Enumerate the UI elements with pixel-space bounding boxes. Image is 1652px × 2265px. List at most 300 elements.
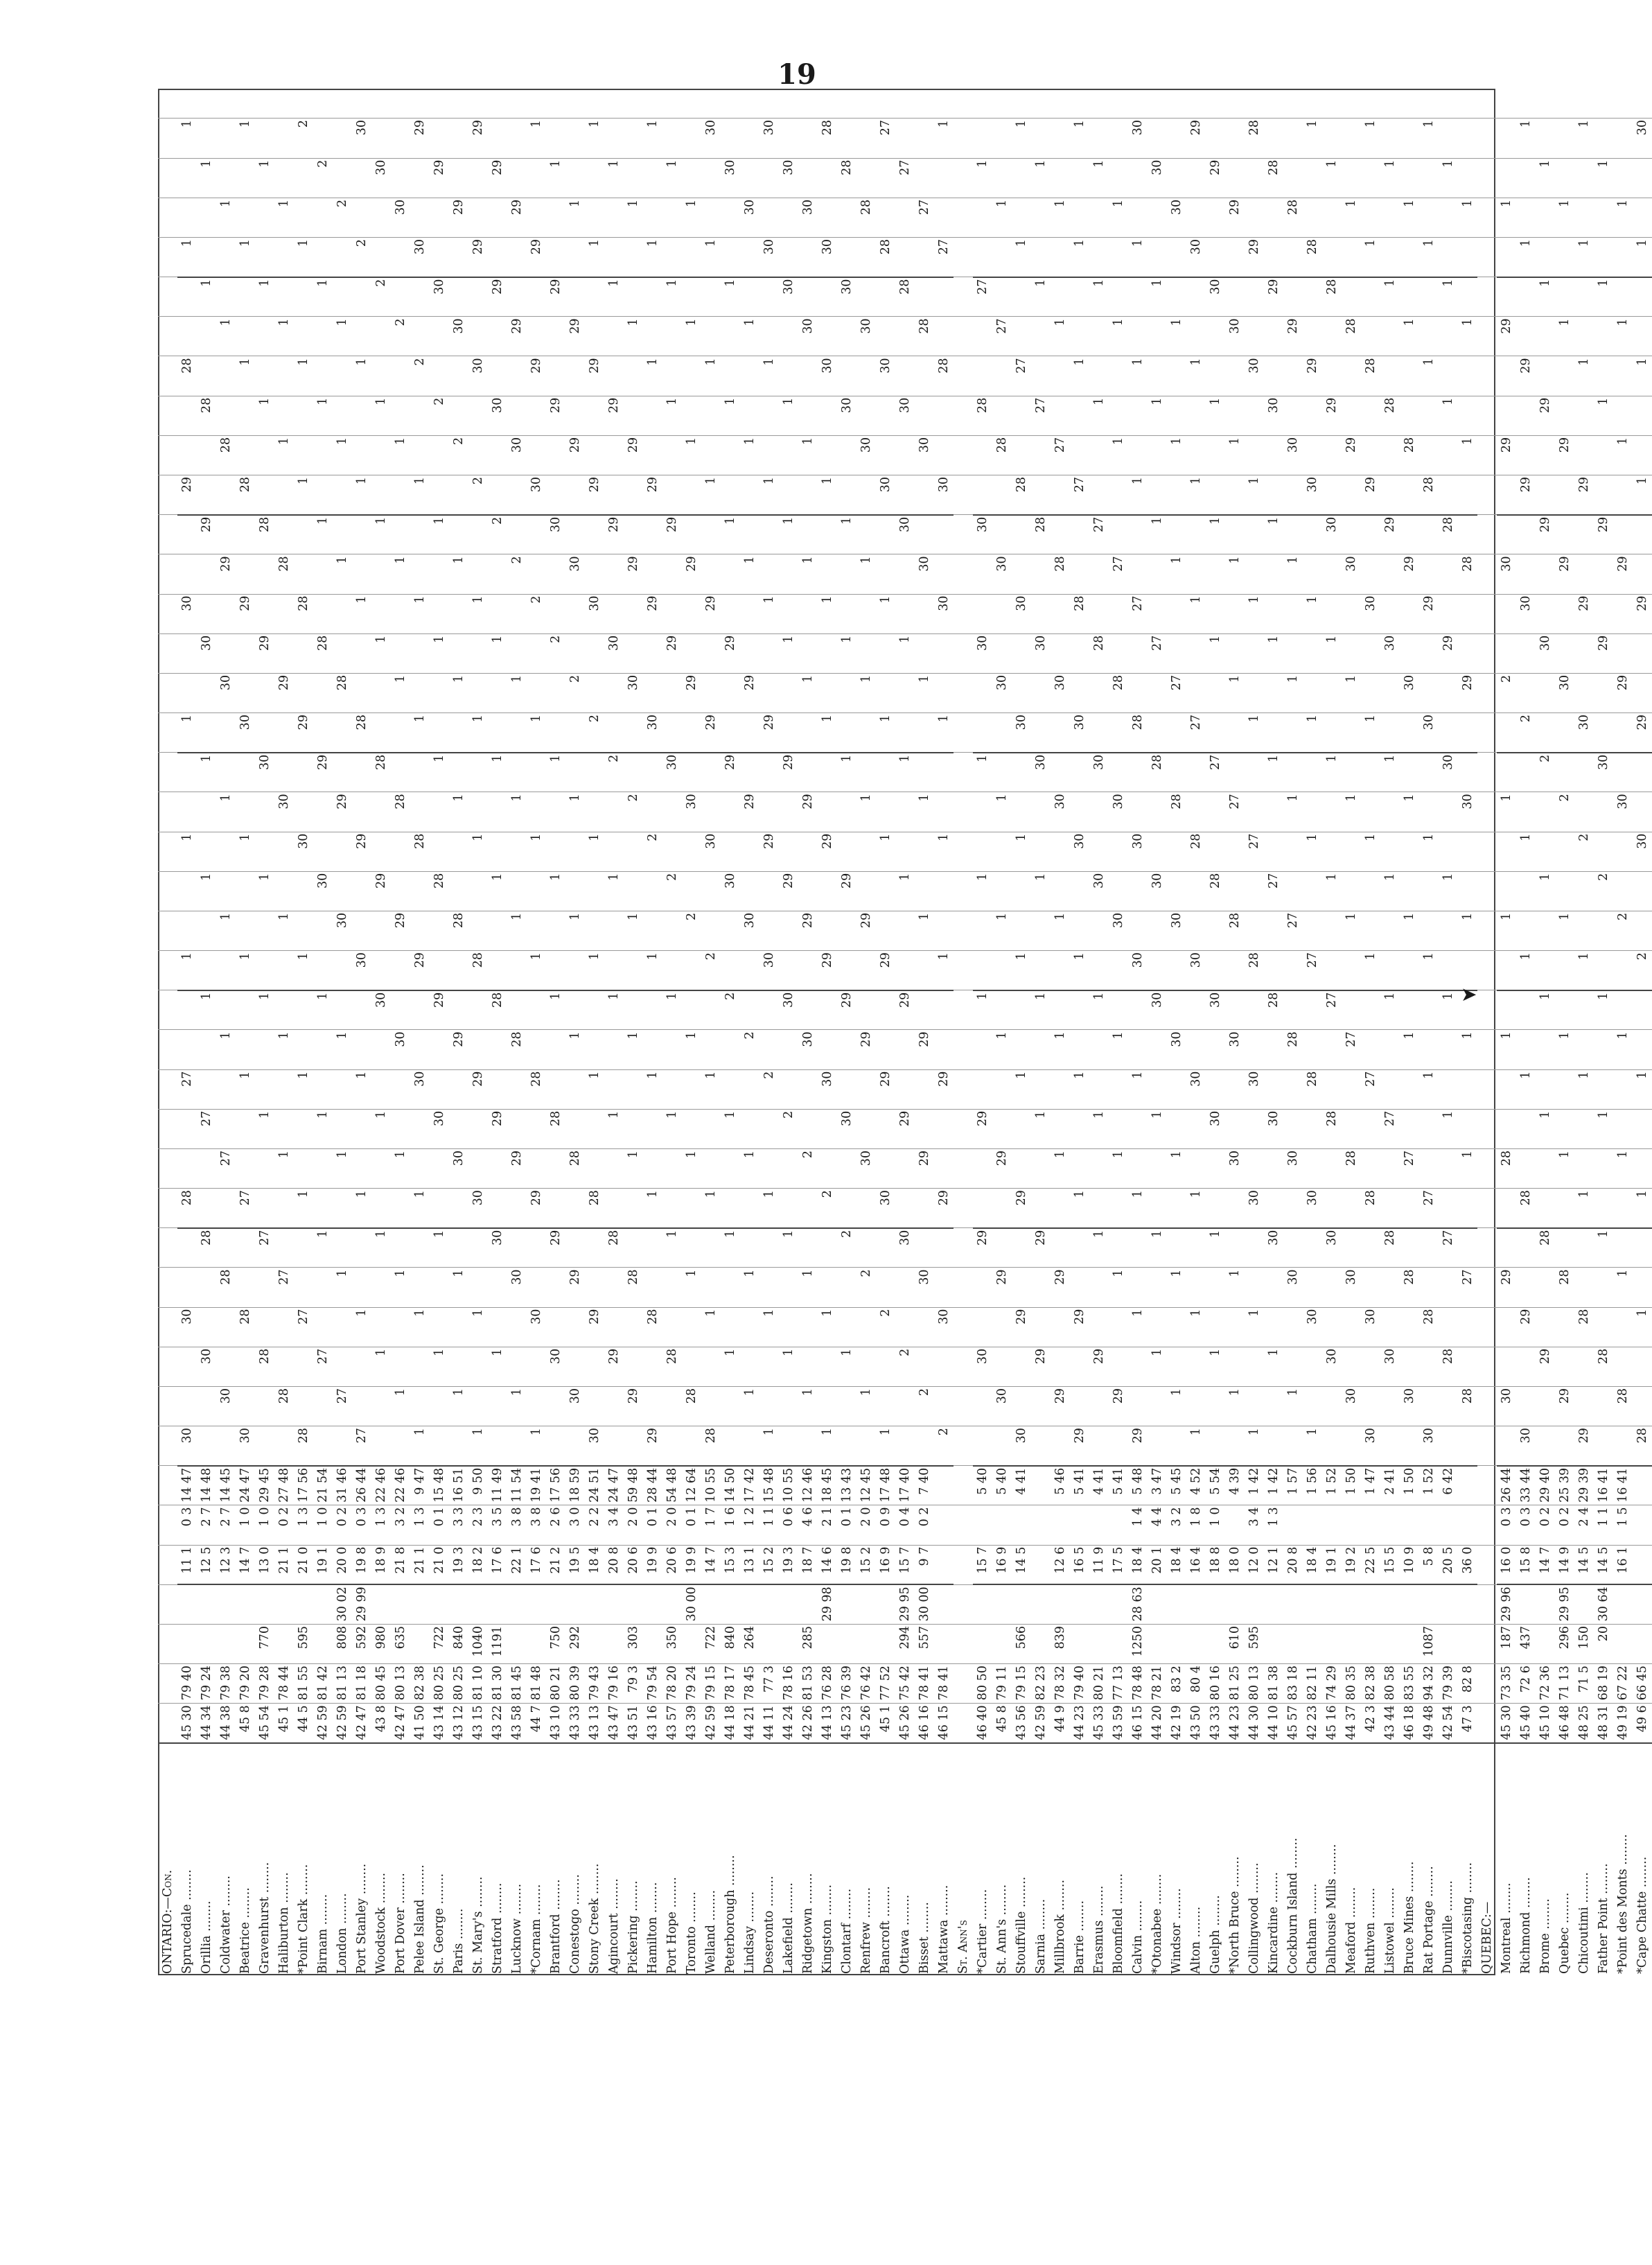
table-cell [1322, 198, 1342, 237]
table-cell [1167, 475, 1186, 515]
table-cell [721, 237, 740, 277]
table-cell [236, 1268, 255, 1307]
table-cell [1477, 475, 1497, 515]
table-cell [294, 198, 313, 237]
table-cell: 29 [721, 753, 740, 792]
table-cell: 2 [856, 1268, 876, 1307]
table-cell [565, 1426, 585, 1466]
table-cell [177, 554, 197, 594]
table-cell [546, 435, 565, 475]
table-cell: 0 2 [274, 1505, 294, 1545]
table-cell [565, 1109, 585, 1148]
table-cell [740, 1069, 759, 1109]
table-cell [527, 911, 546, 950]
station-name: *Cornam ........ [527, 1743, 546, 1975]
table-cell: 79 15 [701, 1664, 721, 1704]
table-cell [236, 515, 255, 554]
table-cell [1361, 990, 1380, 1030]
table-cell [954, 753, 973, 792]
table-cell: 30 [1380, 633, 1400, 673]
table-cell [1206, 1624, 1225, 1663]
table-cell: 29 [1497, 1268, 1516, 1307]
station-name: Stratford ........ [488, 1743, 507, 1975]
table-cell [954, 158, 973, 198]
table-cell [177, 317, 197, 356]
table-cell: 1 [1051, 1030, 1070, 1069]
table-cell: 2 [1594, 871, 1613, 911]
table-cell [1594, 1189, 1613, 1228]
table-cell: 11 54 [507, 1466, 527, 1505]
table-cell: 1 [837, 753, 856, 792]
table-cell [449, 237, 468, 277]
table-cell [255, 237, 274, 277]
table-cell: 1 [1400, 1030, 1419, 1069]
table-cell [197, 1189, 216, 1228]
station-name: Bloomfield ........ [1109, 1743, 1128, 1975]
table-cell [798, 515, 818, 554]
table-cell: 29 [721, 633, 740, 673]
table-cell [1225, 1069, 1245, 1109]
table-cell [604, 198, 624, 237]
table-cell [1012, 198, 1031, 237]
table-cell [1031, 475, 1051, 515]
station-name: Lindsay ........ [740, 1743, 759, 1975]
table-cell [585, 435, 604, 475]
table-cell [779, 1307, 798, 1347]
table-cell [1361, 396, 1380, 435]
table-cell [1458, 1624, 1477, 1663]
table-cell: 30 [236, 713, 255, 753]
table-cell: 1250 [1128, 1624, 1148, 1663]
table-cell [1361, 1624, 1380, 1663]
table-cell [1167, 871, 1186, 911]
table-cell [158, 1268, 177, 1307]
table-cell [1070, 1228, 1089, 1268]
table-cell [1342, 1426, 1361, 1466]
table-cell: 3 0 [565, 1505, 585, 1545]
table-cell [1148, 1386, 1167, 1426]
table-cell [1264, 594, 1283, 633]
table-cell [565, 277, 585, 317]
table-cell [1303, 1584, 1322, 1624]
table-cell: 29 [1303, 356, 1322, 396]
table-cell: 18 59 [565, 1466, 585, 1505]
table-cell: 1 [1012, 1069, 1031, 1109]
table-cell [216, 713, 236, 753]
table-cell [527, 1347, 546, 1386]
table-cell [1342, 158, 1361, 198]
table-cell [371, 832, 391, 871]
table-cell [294, 515, 313, 554]
table-cell [1613, 1426, 1633, 1466]
table-cell [294, 1148, 313, 1188]
table-cell [1400, 871, 1419, 911]
table-cell: 30 00 [915, 1584, 934, 1624]
table-cell: 2 [779, 1109, 798, 1148]
table-cell [818, 753, 837, 792]
table-cell [585, 1268, 604, 1307]
table-cell [236, 1109, 255, 1148]
table-cell [759, 277, 779, 317]
table-cell [585, 1584, 604, 1624]
table-cell: 29 [624, 435, 643, 475]
table-cell: 30 [1322, 1347, 1342, 1386]
table-cell [1089, 356, 1109, 396]
table-cell [313, 594, 333, 633]
table-cell [255, 435, 274, 475]
table-cell: 29 [915, 1148, 934, 1188]
table-cell: 1 [1186, 594, 1206, 633]
table-cell [1186, 753, 1206, 792]
table-cell [934, 792, 954, 832]
table-cell [1439, 792, 1458, 832]
table-cell: 1 [1458, 911, 1477, 950]
table-cell: 28 [1574, 1307, 1594, 1347]
table-cell: 80 39 [565, 1664, 585, 1704]
table-cell [585, 1030, 604, 1069]
table-cell [274, 1584, 294, 1624]
table-cell [1536, 356, 1555, 396]
table-cell: 30 [1303, 1189, 1322, 1228]
table-cell: 29 [1633, 713, 1652, 753]
table-cell [682, 633, 701, 673]
table-cell: 29 [1283, 317, 1303, 356]
table-cell [876, 911, 895, 950]
table-cell: 1 [856, 1386, 876, 1426]
table-cell [721, 1069, 740, 1109]
table-cell [1283, 990, 1303, 1030]
table-cell [779, 1386, 798, 1426]
table-cell [1031, 1148, 1051, 1188]
table-cell [1419, 198, 1439, 237]
table-cell: 28 [1361, 356, 1380, 396]
table-cell [449, 1189, 468, 1228]
table-cell [236, 1624, 255, 1663]
table-cell: 81 38 [1264, 1664, 1283, 1704]
table-cell [895, 1386, 915, 1426]
table-cell [158, 1030, 177, 1069]
table-cell [216, 396, 236, 435]
table-cell: 4 4 [1148, 1505, 1167, 1545]
table-cell [1380, 951, 1400, 990]
table-cell [1477, 1584, 1497, 1624]
table-cell: 14 50 [721, 1466, 740, 1505]
table-cell [662, 317, 682, 356]
table-cell: 30 [973, 633, 992, 673]
table-cell [604, 713, 624, 753]
table-cell: 19 3 [449, 1545, 468, 1584]
table-cell [1555, 951, 1574, 990]
table-cell [1574, 1584, 1594, 1624]
table-cell [1361, 435, 1380, 475]
table-cell [274, 871, 294, 911]
table-cell: 2 [352, 237, 371, 277]
table-cell: 42 59 [313, 1704, 333, 1743]
table-cell: 1 [798, 673, 818, 712]
table-cell: 28 [1555, 1268, 1574, 1307]
table-cell: 5 40 [992, 1466, 1012, 1505]
table-cell [1419, 1584, 1439, 1624]
table-cell: 30 [352, 951, 371, 990]
table-cell [1536, 1624, 1555, 1663]
table-cell: 2 1 [818, 1505, 837, 1545]
table-cell: 28 [1322, 1109, 1342, 1148]
table-cell [662, 554, 682, 594]
table-cell: 42 59 [701, 1704, 721, 1743]
table-cell: 29 [197, 515, 216, 554]
table-cell: 16 51 [449, 1466, 468, 1505]
table-cell [1633, 1109, 1652, 1148]
table-cell: 1 [837, 633, 856, 673]
table-cell [410, 990, 430, 1030]
table-cell [565, 1069, 585, 1109]
table-cell [158, 356, 177, 396]
table-cell [1264, 198, 1283, 237]
table-cell [1206, 198, 1225, 237]
table-cell: 30 [818, 237, 837, 277]
table-cell [856, 1624, 876, 1663]
station-name: Stony Creek ........ [585, 1743, 604, 1975]
table-cell [779, 435, 798, 475]
table-cell: 3 8 [527, 1505, 546, 1545]
table-cell [798, 1426, 818, 1466]
table-cell [837, 237, 856, 277]
table-cell [527, 1109, 546, 1148]
table-cell [216, 1584, 236, 1624]
station-name: *Biscotasing ........ [1458, 1743, 1477, 1975]
table-cell [895, 356, 915, 396]
table-cell [1186, 317, 1206, 356]
table-cell [391, 1347, 410, 1386]
table-cell: 28 [1633, 1426, 1652, 1466]
table-cell: 30 [1322, 515, 1342, 554]
table-cell: 1 [1089, 158, 1109, 198]
table-cell: 30 [1031, 753, 1051, 792]
table-cell: 28 [294, 1426, 313, 1466]
table-cell: 1 [624, 1030, 643, 1069]
table-cell: 29 [895, 1109, 915, 1148]
table-cell [1342, 951, 1361, 990]
table-cell: 1 [1206, 633, 1225, 673]
table-cell: 30 [1283, 1268, 1303, 1307]
table-cell [682, 1228, 701, 1268]
table-cell: 30 [895, 396, 915, 435]
table-cell [1070, 1347, 1089, 1386]
table-cell [1477, 753, 1497, 792]
table-cell [643, 911, 662, 950]
table-cell [565, 594, 585, 633]
table-cell [1245, 515, 1264, 554]
station-name: Pickering ........ [624, 1743, 643, 1975]
table-cell [643, 1109, 662, 1148]
table-cell [1245, 871, 1264, 911]
table-cell: 1 [1380, 753, 1400, 792]
table-cell [1167, 356, 1186, 396]
table-cell [1380, 1268, 1400, 1307]
table-cell [1322, 594, 1342, 633]
table-cell: 43 47 [604, 1704, 624, 1743]
table-cell: 28 [876, 237, 895, 277]
table-cell [294, 396, 313, 435]
table-cell [1206, 594, 1225, 633]
table-cell [468, 990, 488, 1030]
table-cell [643, 1347, 662, 1386]
table-cell [1051, 1189, 1070, 1228]
table-cell [1536, 317, 1555, 356]
table-cell [1283, 1584, 1303, 1624]
table-cell [1283, 356, 1303, 396]
table-cell: 30 [818, 1069, 837, 1109]
table-cell: 20 0 [333, 1545, 352, 1584]
table-cell [798, 594, 818, 633]
table-cell [701, 1268, 721, 1307]
table-cell [507, 237, 527, 277]
table-cell [1536, 1426, 1555, 1466]
table-cell [1342, 633, 1361, 673]
table-cell: 1 [430, 515, 449, 554]
table-cell: 28 [1497, 1148, 1516, 1188]
table-cell [294, 435, 313, 475]
table-cell [759, 158, 779, 198]
table-cell [1380, 1624, 1400, 1663]
table-cell: 30 [837, 277, 856, 317]
table-cell: 1 [1361, 951, 1380, 990]
table-cell [1186, 1268, 1206, 1307]
table-cell [954, 1228, 973, 1268]
table-cell: 9 47 [410, 1466, 430, 1505]
table-cell [1342, 871, 1361, 911]
table-cell [1555, 158, 1574, 198]
table-cell [391, 633, 410, 673]
table-row [721, 119, 740, 1976]
table-cell: 1 [1264, 633, 1283, 673]
table-cell [1148, 119, 1167, 159]
table-cell [527, 1386, 546, 1426]
table-cell [1342, 237, 1361, 277]
table-cell [662, 1030, 682, 1069]
table-cell: 1 [197, 277, 216, 317]
table-cell: 30 [488, 396, 507, 435]
table-cell [255, 119, 274, 159]
table-cell [1477, 1545, 1497, 1584]
table-cell [1342, 1584, 1361, 1624]
table-cell: 30 [216, 673, 236, 712]
table-cell [391, 277, 410, 317]
table-cell [216, 1426, 236, 1466]
table-cell [1536, 673, 1555, 712]
table-cell [682, 753, 701, 792]
table-cell [1089, 1307, 1109, 1347]
table-cell: 1 [294, 951, 313, 990]
table-cell [895, 1307, 915, 1347]
table-cell: 1 [1148, 396, 1167, 435]
table-cell: 29 95 [1555, 1584, 1574, 1624]
table-cell [1303, 1148, 1322, 1188]
table-cell: 1 [177, 832, 197, 871]
table-cell: 1 [294, 237, 313, 277]
table-cell [1594, 356, 1613, 396]
table-cell [507, 951, 527, 990]
table-cell [759, 1624, 779, 1663]
table-cell: 1 0 [255, 1505, 274, 1545]
table-cell: 78 45 [740, 1664, 759, 1704]
table-cell [643, 277, 662, 317]
table-cell [1167, 832, 1186, 871]
table-cell [701, 1030, 721, 1069]
table-cell [158, 1624, 177, 1663]
table-cell [1225, 871, 1245, 911]
table-cell [1264, 951, 1283, 990]
table-cell: 2 [624, 792, 643, 832]
table-cell: 1 [1070, 1189, 1089, 1228]
table-cell: 2 7 [216, 1505, 236, 1545]
table-cell [449, 633, 468, 673]
table-cell: 78 20 [662, 1664, 682, 1704]
table-cell [1245, 554, 1264, 594]
table-cell: 1 [255, 396, 274, 435]
table-cell [274, 633, 294, 673]
table-cell [934, 1109, 954, 1148]
table-cell [1012, 1148, 1031, 1188]
table-cell: 1 [818, 594, 837, 633]
table-cell: 1 [1342, 673, 1361, 712]
table-cell: 30 [1594, 753, 1613, 792]
table-cell [507, 990, 527, 1030]
table-cell: 30 [1245, 356, 1264, 396]
table-cell: 1 [876, 1426, 895, 1466]
table-cell: 1 [216, 317, 236, 356]
table-cell [449, 1307, 468, 1347]
table-cell [449, 1584, 468, 1624]
table-cell [546, 1307, 565, 1347]
table-cell: 1 [1633, 237, 1652, 277]
table-cell [585, 792, 604, 832]
table-cell: 28 [662, 1347, 682, 1386]
table-cell [1400, 753, 1419, 792]
table-cell [371, 713, 391, 753]
table-cell [1109, 753, 1128, 792]
table-cell [721, 1307, 740, 1347]
table-cell [818, 198, 837, 237]
table-cell: 1 [798, 1268, 818, 1307]
table-cell [216, 356, 236, 396]
table-cell [1186, 515, 1206, 554]
table-cell [352, 198, 371, 237]
table-cell [643, 753, 662, 792]
table-cell: 840 [449, 1624, 468, 1663]
table-cell: 54 48 [662, 1466, 682, 1505]
table-cell [1594, 951, 1613, 990]
table-cell [1225, 515, 1245, 554]
table-cell: 29 [740, 792, 759, 832]
table-cell [992, 1505, 1012, 1545]
table-cell: 44 23 [1070, 1704, 1089, 1743]
table-cell [1051, 119, 1070, 159]
table-cell: 30 [1361, 1426, 1380, 1466]
table-cell [856, 277, 876, 317]
table-cell [1031, 198, 1051, 237]
table-cell [992, 871, 1012, 911]
table-cell [546, 1426, 565, 1466]
table-cell: 28 [895, 277, 915, 317]
table-cell: 1 [1400, 911, 1419, 950]
table-cell [740, 119, 759, 159]
table-cell: 1 [721, 396, 740, 435]
table-cell: 9 50 [468, 1466, 488, 1505]
table-cell [1439, 832, 1458, 871]
table-cell [1225, 1109, 1245, 1148]
table-cell [430, 1426, 449, 1466]
